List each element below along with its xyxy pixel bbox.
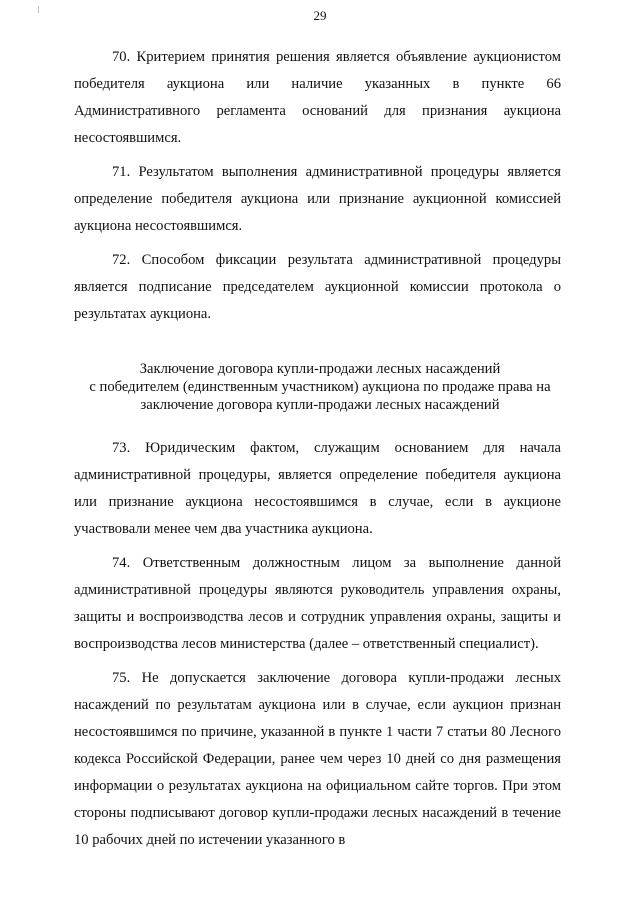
page-number: 29	[313, 8, 327, 23]
paragraphs-block-1	[74, 44, 561, 335]
heading-line: с победителем (единственным участником) аукциона по продаже права на	[89, 379, 551, 395]
paragraph-71: 71. Результатом выполнения административной процедуры является определение победителя аукциона или признание аукционной комиссией аукциона несостоявшимся.	[74, 164, 561, 234]
heading-line: Заключение договора купли-продажи лесных насаждений	[139, 361, 501, 377]
heading-line: заключение договора купли-продажи лесных насаждений	[140, 397, 500, 413]
paragraph-70: 70. Критерием принятия решения является объявление аукционистом победителя аукциона или наличие указанных в пункте 66 Административного регламента оснований для признания аукциона несостоявшимся.	[74, 49, 561, 146]
paragraphs-block-2	[74, 435, 561, 861]
paragraph-73: 73. Юридическим фактом, служащим основанием для начала административной процедуры, является определение победителя аукциона или признание аукциона несостоявшимся в случае, если в аукционе участвовали менее чем два участника аукциона.	[74, 440, 561, 537]
section-heading	[70, 360, 570, 414]
paragraph-75: 75. Не допускается заключение договора купли-продажи лесных насаждений по результатам аукциона или в случае, если аукцион признан несостоявшимся по причине, указанной в пункте 1 части 7 статьи 80 Лесного кодекса Российской Федерации, ранее чем через 10 дней со дня размещения информации о результатах аукциона на официальном сайте торгов. При этом стороны подписывают договор купли-продажи лесных насаждений в течение 10 рабочих дней по истечении указанного в	[74, 670, 561, 848]
paragraph-72: 72. Способом фиксации результата административной процедуры является подписание председателем аукционной комиссии протокола о результатах аукциона.	[74, 252, 561, 322]
paragraph-74: 74. Ответственным должностным лицом за выполнение данной административной процедуры являются руководитель управления охраны, защиты и воспроизводства лесов и сотрудник управления охраны, защиты и воспроизводства лесов министерства (далее – ответственный специалист).	[74, 555, 561, 652]
